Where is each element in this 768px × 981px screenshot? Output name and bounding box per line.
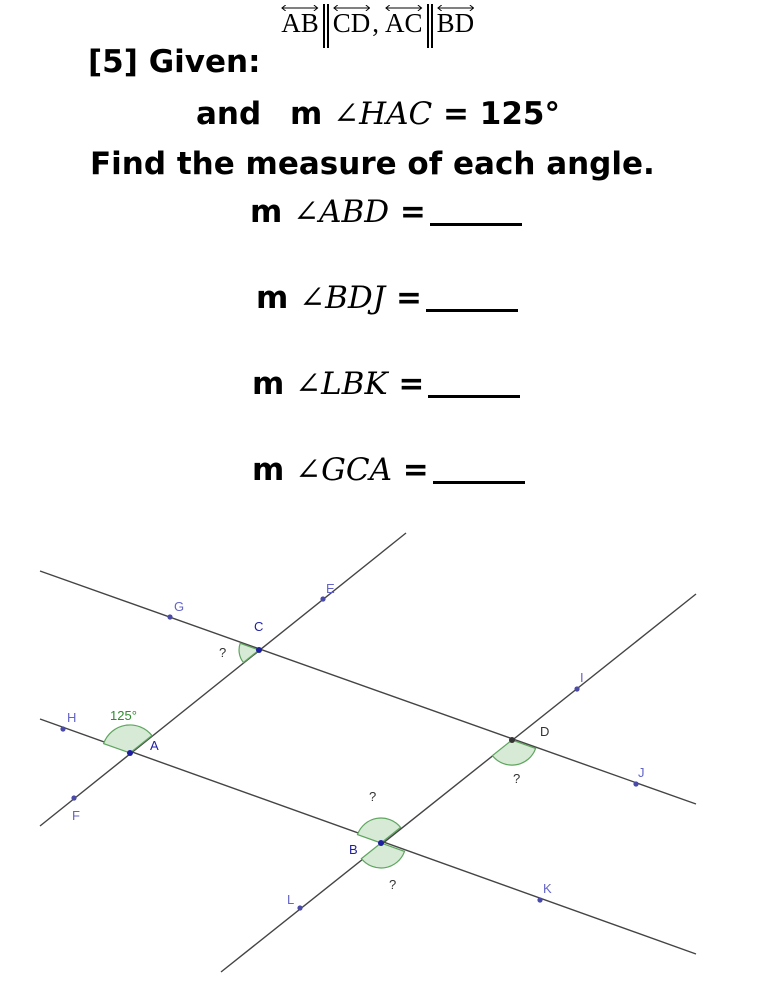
angle-arc-abd	[358, 818, 401, 843]
angle-gca: ∠GCA	[295, 452, 392, 488]
point-i	[574, 686, 579, 691]
question-bdj: m ∠BDJ =	[256, 280, 518, 316]
angle-lbk: ∠LBK	[295, 366, 388, 402]
line-lbdi	[221, 594, 696, 972]
point-g	[167, 614, 172, 619]
point-j	[633, 781, 638, 786]
unknown-lbk: ?	[389, 877, 397, 892]
question-gca: m ∠GCA =	[252, 452, 525, 488]
unknown-gca: ?	[219, 645, 227, 660]
label-b: B	[349, 842, 358, 857]
point-h	[60, 726, 65, 731]
point-e	[320, 596, 325, 601]
question-lbk: m ∠LBK =	[252, 366, 520, 402]
ray-bd: BD	[437, 8, 475, 39]
point-a	[127, 750, 133, 756]
label-l: L	[287, 892, 295, 907]
label-j: J	[638, 765, 645, 780]
ray-cd: CD	[333, 8, 371, 39]
angle-arc-hac	[104, 725, 152, 753]
given-angle-label: 125°	[110, 708, 137, 723]
angle-abd: ∠ABD	[293, 194, 390, 230]
question-abd: m ∠ABD =	[250, 194, 522, 230]
ray-ac: AC	[385, 8, 423, 39]
line-gcdj	[40, 571, 696, 804]
label-i: I	[580, 670, 584, 685]
angle-bdj: ∠BDJ	[299, 280, 386, 316]
given-prefix: [5] Given:	[88, 44, 261, 81]
given-value: = 125°	[443, 96, 560, 132]
angle-hac: ∠HAC	[333, 96, 433, 132]
label-k: K	[543, 881, 552, 896]
point-k	[537, 897, 542, 902]
unknown-abd: ?	[369, 789, 377, 804]
comma: ,	[372, 8, 380, 39]
point-f	[71, 795, 76, 800]
point-l	[297, 905, 302, 910]
instruction: Find the measure of each angle.	[90, 146, 655, 182]
point-d	[509, 737, 515, 743]
angle-arc-bdj	[492, 740, 535, 765]
label-e: E	[326, 581, 335, 596]
label-f: F	[72, 808, 80, 823]
and-word: and	[196, 96, 262, 132]
label-a: A	[150, 738, 159, 753]
label-c: C	[254, 619, 264, 634]
angle-arc-gca	[239, 643, 259, 662]
ray-ab: AB	[281, 8, 319, 39]
label-d: D	[540, 724, 550, 739]
m-word: m	[289, 96, 323, 132]
label-h: H	[67, 710, 77, 725]
label-g: G	[174, 599, 185, 614]
unknown-bdj: ?	[513, 771, 521, 786]
point-c	[256, 647, 262, 653]
line-facE	[40, 533, 406, 826]
point-b	[378, 840, 384, 846]
